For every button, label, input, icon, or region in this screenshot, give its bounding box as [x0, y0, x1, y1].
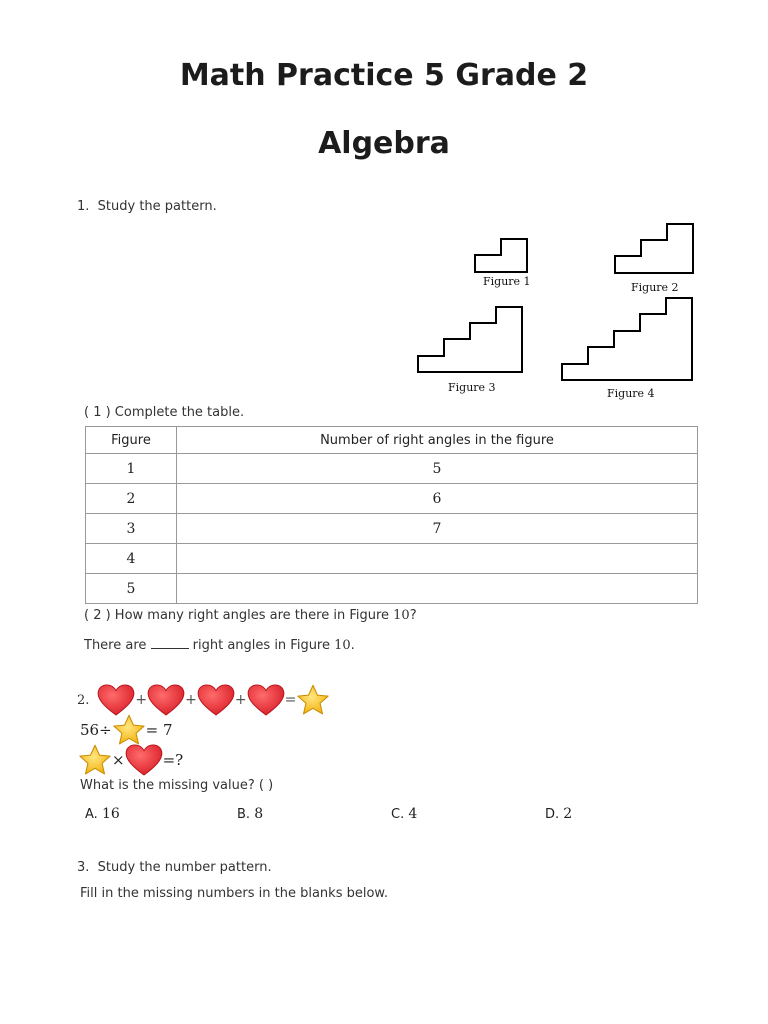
q1-answer-end: . — [350, 638, 355, 653]
option-d-value: 2 — [563, 806, 573, 822]
table-cell-figure: 5 — [86, 574, 177, 604]
page-title: Math Practice 5 Grade 2 — [179, 58, 589, 93]
option-a-letter: A. — [85, 807, 98, 822]
q3-number: 3. — [77, 860, 90, 875]
table-cell-count: 6 — [177, 484, 698, 514]
figure-1-shape — [475, 239, 527, 272]
heart-icon — [247, 684, 285, 716]
heart-icon — [197, 684, 235, 716]
option-b-letter: B. — [237, 807, 251, 822]
table-row — [86, 514, 698, 544]
times-sign: × — [112, 751, 125, 769]
q3-instruction: Fill in the missing numbers in the blanks below. — [80, 886, 388, 901]
table-header-count: Number of right angles in the figure — [177, 427, 698, 454]
q2-question: What is the missing value? ( ) — [80, 778, 274, 793]
table-cell-figure: 3 — [86, 514, 177, 544]
option-b-value: 8 — [254, 806, 264, 822]
option-d-letter: D. — [545, 807, 560, 822]
q1-part2 — [84, 608, 417, 623]
option-d[interactable] — [545, 806, 572, 822]
q3-prompt-line — [77, 860, 272, 875]
answer-blank[interactable] — [151, 637, 189, 649]
figure-3-shape — [418, 307, 522, 372]
table-cell-figure: 1 — [86, 454, 177, 484]
figure-2-shape — [615, 224, 693, 273]
table-cell-count: 5 — [177, 454, 698, 484]
option-c[interactable] — [391, 806, 417, 822]
option-c-value: 4 — [408, 806, 418, 822]
staircase-figures — [0, 0, 768, 420]
plus-sign: + — [185, 692, 197, 708]
equals-sign: = — [284, 692, 297, 708]
q1-prompt: Study the pattern. — [97, 199, 217, 214]
q1-part2-end: ? — [409, 608, 417, 623]
figure-4-shape — [562, 298, 692, 380]
q1-answer-mid: right angles in Figure — [188, 638, 335, 653]
table-row — [86, 544, 698, 574]
heart-icon — [147, 684, 185, 716]
table-row — [86, 574, 698, 604]
table-header-figure: Figure — [86, 427, 177, 454]
heart-icon — [125, 744, 163, 776]
table-cell-figure: 2 — [86, 484, 177, 514]
q2-eq3-result: =? — [162, 751, 184, 769]
q1-answer-line — [84, 637, 355, 653]
q1-part2-text: ( 2 ) How many right angles are there in Figure — [84, 608, 394, 623]
q1-answer-pre: There are — [84, 638, 151, 653]
star-icon — [296, 684, 330, 716]
q1-part2-figure-number: 10 — [393, 608, 410, 623]
table-cell-figure: 4 — [86, 544, 177, 574]
q1-answer-figure-number: 10 — [334, 638, 351, 653]
divide-sign: ÷ — [99, 721, 112, 739]
table-row — [86, 484, 698, 514]
q2-equation-1 — [77, 684, 330, 716]
table-cell-count: 7 — [177, 514, 698, 544]
q2-equation-3 — [78, 744, 183, 776]
heart-icon — [97, 684, 135, 716]
figure-4-label: Figure 4 — [607, 387, 655, 400]
q1-number: 1. — [77, 199, 90, 214]
option-c-letter: C. — [391, 807, 405, 822]
table-header-row — [86, 427, 698, 454]
table-cell-count-blank[interactable] — [177, 574, 698, 604]
star-icon — [78, 744, 112, 776]
option-a-value: 16 — [101, 806, 120, 822]
q2-eq2-result: = 7 — [145, 721, 173, 739]
right-angles-table — [85, 426, 698, 604]
q2-equation-2 — [80, 714, 173, 746]
q2-number: 2. — [77, 692, 90, 708]
star-icon — [112, 714, 146, 746]
q2-dividend: 56 — [80, 721, 100, 739]
plus-sign: + — [234, 692, 247, 708]
table-row — [86, 454, 698, 484]
table-cell-count-blank[interactable] — [177, 544, 698, 574]
figure-1-label: Figure 1 — [483, 275, 531, 288]
figure-2-label: Figure 2 — [631, 281, 679, 294]
q3-prompt: Study the number pattern. — [97, 860, 272, 875]
page-subtitle: Algebra — [318, 126, 450, 161]
plus-sign: + — [135, 692, 148, 708]
figure-3-label: Figure 3 — [448, 381, 496, 394]
q1-part1: ( 1 ) Complete the table. — [84, 405, 245, 420]
option-a[interactable] — [85, 806, 120, 822]
option-b[interactable] — [237, 806, 263, 822]
